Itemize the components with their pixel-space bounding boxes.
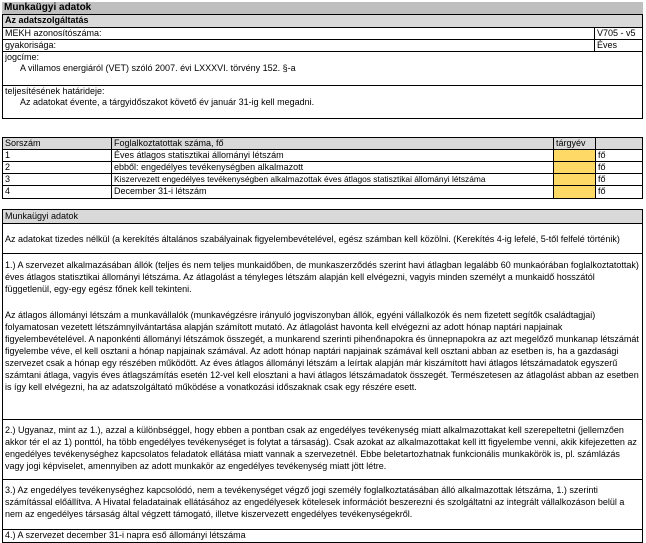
row-unit: fő (595, 174, 642, 185)
legal-basis-value: A villamos energiáról (VET) szóló 2007. évi LXXXVI. törvény 152. §-a (20, 63, 296, 73)
notes-header (3, 210, 642, 224)
note-4-text: 4.) A szervezet december 31-i napra eső állományi létszáma (5, 530, 246, 540)
current-year-input[interactable] (553, 150, 595, 161)
header-current-year: tárgyév (553, 138, 595, 149)
table-row (3, 186, 642, 198)
note-3 (3, 480, 642, 530)
row-unit: fő (595, 150, 642, 161)
deadline-value: Az adatokat évente, a tárgyidőszakot követő év január 31-ig kell megadni. (20, 97, 315, 107)
deadline-row (3, 86, 642, 118)
note-2-text: 2.) Ugyanaz, mint az 1.), azzal a különbséggel, hogy ebben a pontban csak az engedélyes tevékenység miatt alkalmazottakat kell szerepeltetni (jellemzően akkor tér el az 1) ponttól, ha több engedélyes tevékenységet is folytat a társaság). Csak azokat az alkalmazottakat kell itt figyelembe venni, akik kifejezetten az engedélyes tevékenységhez kapcsolatos feladatok ellátása miatt vannak a szervezetnél. Ebbe beletartozhatnak funkcionális munkakörök is, pl. számlázás vagy jogi képviselet, amennyiben az adott munkakör az engedélyes tevékenység miatt jött létre. (5, 425, 637, 471)
mekh-label: MEKH azonosítószáma: (5, 28, 102, 38)
note-1-paragraph-b: Az átlagos állományi létszám a munkavállalók (munkavégzésre irányuló jogviszonyban állók, egyéni vállalkozók és nem fizetett segítők családtagjai) folyamatosan vezetett létszámnyilvántartása alapján számított mutató. Az átlagolást havonta kell elvégezni az adott hónap naptári napjainak figyelembevételével. A naponkénti állományi létszámok összegét, a munkarend szerinti pihenőnapokra és ünnepnapokra az azt megelőző munkanap létszámát figyelembe véve, el kell osztani a hónap napjainak számával. Az adott hónap naptári napjainak számával kell osztani abban az esetben is, ha a gazdasági szervezet csak a hónap egy részében működött. Az éves átlagos állományi létszám a leírtak alapján már kiszámított havi átlagos létszámadatok egyszerű számtani átlaga, vagyis éves átlagszámítás esetén 12-vel kell elosztani a havi átlagos létszámadatok összegét. Természetesen az átlagolást abban az esetben is így kell elvégezni, ha az adatszolgáltató működése a vonatkozási időszaknak csak egy részére esett. (5, 310, 639, 392)
row-unit: fő (595, 186, 642, 198)
note-4 (3, 530, 642, 542)
legal-basis-label: jogcíme: (5, 52, 40, 62)
note-2 (3, 420, 642, 480)
notes-section (2, 209, 643, 543)
current-year-input[interactable] (553, 186, 595, 198)
info-section-header (3, 15, 642, 28)
row-number: 2 (5, 162, 11, 172)
note-1-paragraph-a: 1.) A szervezet alkalmazásában állók (teljes és nem teljes munkaidőben, de munkaszerződés szerint havi átlagban legalább 60 munkaórában foglalkoztatottak) éves átlagos statisztikai állományi létszáma. Az átlagolást a tényleges létszám alapján kell elvégezni, vagyis minden személyt a munkaidő hosszától függetlenül, egy-egy egész főnek kell tekinteni. (5, 260, 639, 294)
table-row (3, 162, 642, 174)
mekh-row (3, 28, 642, 40)
row-number: 3 (5, 174, 11, 184)
deadline-label: teljesítésének határideje: (5, 86, 105, 96)
current-year-input[interactable] (553, 174, 595, 185)
row-unit: fő (595, 162, 642, 173)
legal-basis-row (3, 52, 642, 86)
row-number: 1 (5, 150, 11, 160)
notes-intro: Az adatokat tizedes nélkül (a kerekítés általános szabályainak figyelembevételével, egész számban kell közölni. (Kerekítés 4-ig lefelé, 5-től felfelé történik) (5, 233, 620, 244)
current-year-input[interactable] (553, 162, 595, 173)
note-3-text: 3.) Az engedélyes tevékenységhez kapcsolódó, nem a tevékenységet végző jogi személy foglalkoztatásában álló alkalmazottak létszáma, 1.) szerinti számítással előállítva. A Hivatal feladatainak ellátásához az engedélyesek kötelesek információt beszerezni és szolgáltatni az integrált vállalkozáson belül a nem az engedélyes társaság által végzett támogató, illetve kiszervezett engedélyes tevékenységekről. (5, 485, 625, 519)
notes-title: Munkaügyi adatok (5, 211, 79, 221)
row-label: ebből: engedélyes tevékenységben alkalmazott (111, 162, 553, 173)
header-unit (595, 138, 642, 149)
row-label: Kiszervezett engedélyes tevékenységben alkalmazottak éves átlagos statisztikai állományi létszáma (111, 174, 553, 185)
header-employees: Foglalkoztatottak száma, fő (111, 138, 553, 149)
headcount-table (2, 137, 643, 199)
frequency-label: gyakorisága: (5, 40, 57, 50)
table-header-row (3, 138, 642, 150)
frequency-row (3, 40, 642, 52)
table-row (3, 174, 642, 186)
data-provision-info (2, 14, 643, 119)
table-row (3, 150, 642, 162)
row-label: December 31-i létszám (111, 186, 553, 198)
notes-intro-row (3, 224, 642, 254)
row-number: 4 (5, 186, 11, 196)
row-label: Éves átlagos statisztikai állományi létszám (111, 150, 553, 161)
mekh-value: V705 - v5 (594, 28, 642, 39)
header-number: Sorszám (5, 138, 41, 148)
page-title: Munkaügyi adatok (2, 2, 643, 14)
note-1 (3, 254, 642, 420)
frequency-value: Éves (594, 40, 642, 51)
info-section-title: Az adatszolgáltatás (5, 15, 89, 25)
